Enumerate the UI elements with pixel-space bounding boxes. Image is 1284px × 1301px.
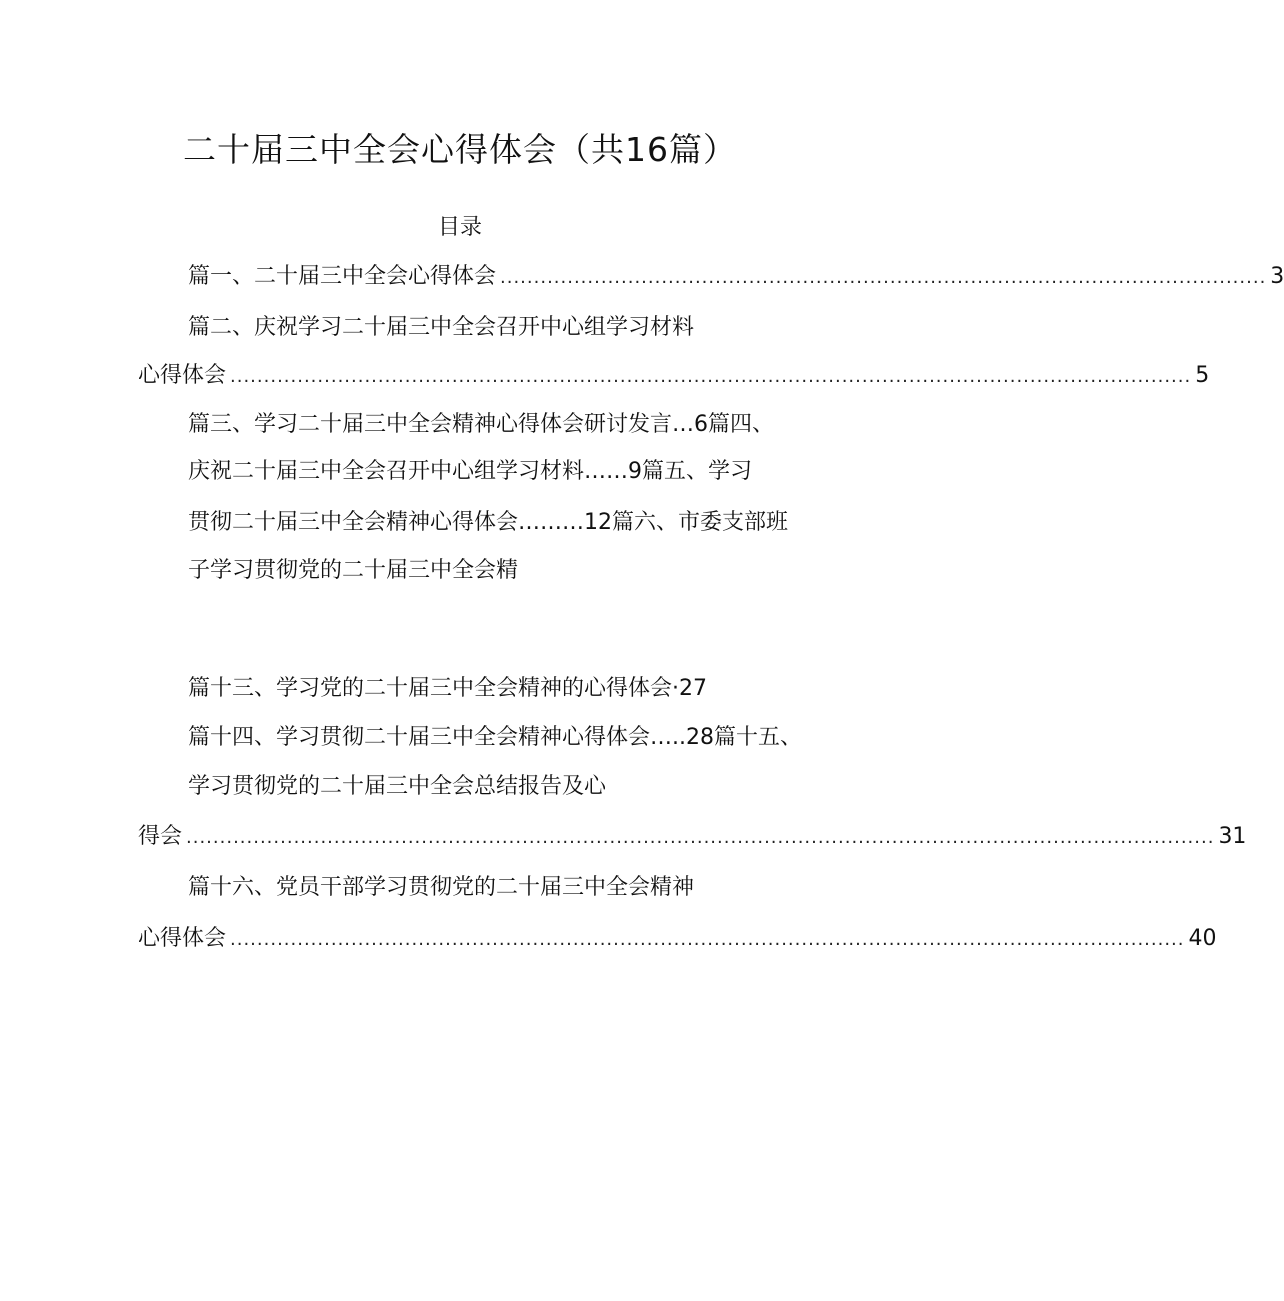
toc-entry-text: 篇十三、学习党的二十届三中全会精神的心得体会·27 — [188, 676, 707, 701]
toc-entry-text: 心得体会 — [138, 926, 227, 951]
toc-entry-5[interactable] — [188, 508, 788, 538]
toc-entry-3[interactable] — [188, 410, 774, 440]
toc-entry-text: 贯彻二十届三中全会精神心得体会………12篇六、市委支部班 — [188, 510, 788, 535]
toc-leader-dots: ......................................................................................................................................................... — [186, 827, 1215, 848]
toc-entry-14[interactable] — [188, 723, 802, 753]
toc-entry-text: 篇一、二十届三中全会心得体会 — [188, 264, 497, 289]
toc-entry-text: 学习贯彻党的二十届三中全会总结报告及心 — [188, 774, 607, 799]
toc-entry-1[interactable] — [188, 262, 1284, 293]
toc-entry-text: 篇二、庆祝学习二十届三中全会召开中心组学习材料 — [188, 315, 695, 340]
toc-entry-6[interactable] — [188, 556, 518, 586]
toc-entry-15[interactable] — [188, 772, 606, 802]
toc-page-number: 5 — [1195, 363, 1210, 388]
toc-entry-text: 庆祝二十届三中全会召开中心组学习材料……9篇五、学习 — [188, 459, 752, 484]
toc-entry-2-cont[interactable] — [138, 361, 1210, 392]
toc-entry-text: 篇三、学习二十届三中全会精神心得体会研讨发言…6篇四、 — [188, 412, 774, 437]
toc-entry-15-cont[interactable] — [138, 822, 1247, 853]
toc-entry-text: 子学习贯彻党的二十届三中全会精 — [188, 558, 519, 583]
toc-leader-dots: .............................................................................................................................................. — [230, 929, 1185, 950]
toc-leader-dots: .................................................................................................................. — [500, 267, 1267, 288]
toc-entry-text: 篇十六、党员干部学习贯彻党的二十届三中全会精神 — [188, 875, 695, 900]
toc-entry-13[interactable] — [188, 674, 707, 704]
toc-page-number: 40 — [1188, 926, 1217, 951]
toc-entry-text: 篇十四、学习贯彻二十届三中全会精神心得体会…..28篇十五、 — [188, 725, 802, 750]
toc-entry-text: 得会 — [138, 824, 183, 849]
toc-page-number: 3 — [1270, 264, 1284, 289]
toc-entry-16[interactable] — [188, 873, 694, 903]
toc-entry-4[interactable] — [188, 457, 752, 487]
toc-entry-16-cont[interactable] — [138, 924, 1217, 955]
toc-heading: 目录 — [437, 215, 482, 240]
toc-entry-2[interactable] — [188, 313, 694, 343]
toc-leader-dots: ............................................................................................................................................... — [230, 366, 1192, 387]
toc-entry-text: 心得体会 — [138, 363, 227, 388]
toc-page-number: 31 — [1218, 824, 1247, 849]
document-title: 二十届三中全会心得体会（共16篇） — [183, 130, 737, 169]
